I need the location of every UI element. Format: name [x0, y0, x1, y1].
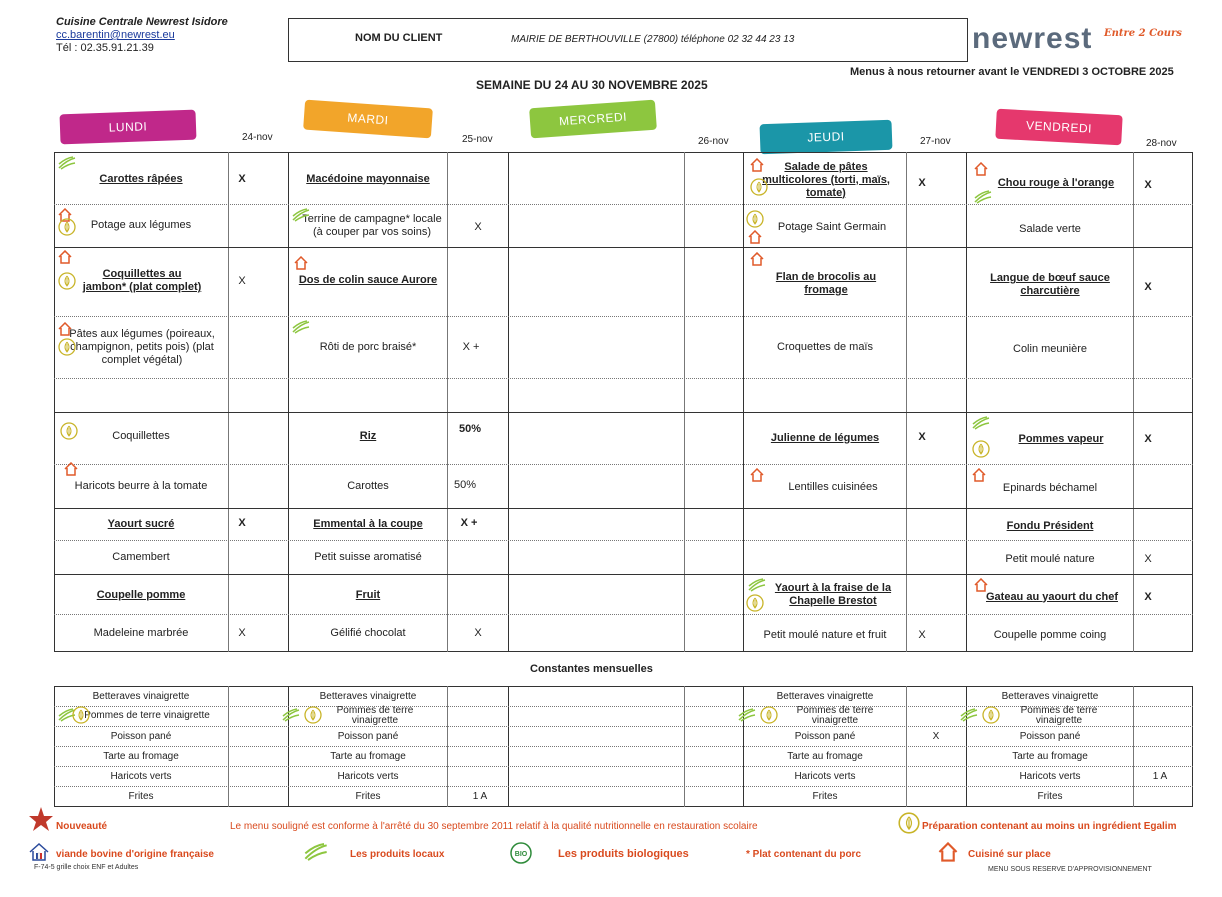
- mardi-garniture: Riz: [359, 429, 377, 442]
- house-icon: [974, 162, 988, 176]
- house-icon: [750, 252, 764, 266]
- local-product-icon: [748, 578, 766, 592]
- egalim-leaf-icon: [304, 706, 322, 724]
- const-jeudi-1: Betteraves vinaigrette: [776, 691, 874, 702]
- vendredi-garniture-mark: X: [1144, 433, 1152, 445]
- legend-porc: * Plat contenant du porc: [746, 849, 862, 860]
- newrest-logo: newrest: [972, 22, 1093, 55]
- const-lundi-1: Betteraves vinaigrette: [92, 691, 190, 702]
- egalim-leaf-icon: [750, 178, 768, 196]
- email-link[interactable]: cc.barentin@newrest.eu: [56, 29, 175, 41]
- jeudi-garniture-mark: X: [918, 431, 926, 443]
- vendredi-plat-alt: Colin meunière: [1013, 342, 1087, 355]
- date-lundi: 24-nov: [242, 132, 273, 143]
- entre-2-cours-logo: Entre 2 Cours: [1104, 28, 1182, 39]
- jeudi-entree-mark: X: [918, 177, 926, 189]
- vendredi-laitage-alt-mark: X: [1144, 553, 1152, 565]
- local-product-icon: [292, 208, 310, 222]
- day-tag-lundi: LUNDI: [60, 110, 197, 145]
- reserve-note: MENU SOUS RESERVE D'APPROVISIONNEMENT: [988, 866, 1152, 873]
- const-vendredi-1: Betteraves vinaigrette: [1001, 691, 1099, 702]
- date-mercredi: 26-nov: [698, 136, 729, 147]
- house-icon: [748, 230, 762, 244]
- company-name: Cuisine Centrale Newrest Isidore: [56, 16, 228, 28]
- mardi-garniture-mark: 50%: [458, 423, 482, 435]
- lundi-garniture: Coquillettes: [112, 429, 170, 442]
- lundi-plat-mark: X: [238, 275, 246, 287]
- egalim-leaf-icon: [982, 706, 1000, 724]
- lundi-dessert: Coupelle pomme: [96, 588, 186, 601]
- const-mardi-3: Poisson pané: [337, 731, 399, 742]
- mardi-laitage-mark: X +: [460, 517, 478, 529]
- vendredi-garniture-alt: Epinards béchamel: [1002, 481, 1098, 494]
- vendredi-dessert-mark: X: [1144, 591, 1152, 603]
- jeudi-entree-alt: Potage Saint Germain: [777, 220, 887, 233]
- lundi-plat: Coquillettes au jambon* (plat complet): [82, 268, 202, 293]
- mardi-entree-alt: Terrine de campagne* locale (à couper par vos soins): [302, 213, 442, 238]
- client-box: [288, 18, 968, 62]
- phone: Tél : 02.35.91.21.39: [56, 42, 154, 54]
- vendredi-dessert-alt: Coupelle pomme coing: [993, 628, 1107, 641]
- const-mardi-1: Betteraves vinaigrette: [319, 691, 417, 702]
- const-jeudi-6: Frites: [812, 791, 838, 802]
- const-mardi-6: Frites: [355, 791, 381, 802]
- day-tag-mardi: MARDI: [303, 100, 433, 139]
- bio-badge-text: BIO: [514, 851, 528, 858]
- house-icon: [750, 158, 764, 172]
- vendredi-garniture: Pommes vapeur: [1018, 432, 1104, 445]
- lundi-dessert-mark: X: [238, 627, 246, 639]
- legend-locaux: Les produits locaux: [350, 849, 445, 860]
- mardi-dessert-mark: X: [474, 627, 482, 639]
- vendredi-entree-alt: Salade verte: [1019, 222, 1081, 235]
- local-product-icon: [972, 416, 990, 430]
- vendredi-laitage-alt: Petit moulé nature: [1005, 552, 1095, 565]
- mardi-entree-alt-mark: X: [474, 221, 482, 233]
- house-icon: [58, 250, 72, 264]
- mardi-plat-alt-mark: X +: [462, 341, 480, 353]
- day-tag-mercredi: MERCREDI: [529, 100, 657, 139]
- const-vendredi-2: Pommes de terre vinaigrette: [1020, 705, 1098, 726]
- jeudi-dessert-alt: Petit moulé nature et fruit: [763, 628, 887, 641]
- vendredi-laitage: Fondu Président: [1006, 519, 1094, 532]
- vendredi-entree: Chou rouge à l'orange: [997, 176, 1115, 189]
- date-mardi: 25-nov: [462, 134, 493, 145]
- jeudi-plat-alt: Croquettes de maïs: [777, 340, 873, 353]
- french-beef-icon: [28, 842, 50, 862]
- local-product-icon: [282, 708, 300, 722]
- client-value: MAIRIE DE BERTHOUVILLE (27800) téléphone 02 32 44 23 13: [511, 34, 795, 45]
- kitchen-info: [56, 16, 228, 55]
- bio-icon: [510, 842, 532, 864]
- legend-egalim: Préparation contenant au moins un ingrédient Egalim: [922, 821, 1177, 832]
- date-jeudi: 27-nov: [920, 136, 951, 147]
- lundi-entree-mark: X: [238, 173, 246, 185]
- jeudi-dessert-mark: X: [918, 629, 926, 641]
- lundi-plat-alt: Pâtes aux légumes (poireaux, champignon, petits pois) (plat complet végétal): [69, 327, 215, 366]
- jeudi-garniture-alt: Lentilles cuisinées: [788, 480, 878, 493]
- const-jeudi-5: Haricots verts: [794, 771, 856, 782]
- lundi-entree: Carottes râpées: [99, 172, 183, 185]
- house-icon: [936, 842, 960, 862]
- const-mardi-2: Pommes de terre vinaigrette: [336, 705, 414, 726]
- week-title: SEMAINE DU 24 AU 30 NOVEMBRE 2025: [476, 78, 708, 92]
- egalim-leaf-icon: [58, 338, 76, 356]
- const-vendredi-haricots-mark: 1 A: [1152, 771, 1168, 782]
- lundi-dessert-alt: Madeleine marbrée: [93, 626, 189, 639]
- vendredi-entree-mark: X: [1144, 179, 1152, 191]
- egalim-leaf-icon: [58, 218, 76, 236]
- const-mardi-frites-mark: 1 A: [472, 791, 488, 802]
- house-icon: [294, 256, 308, 270]
- const-mardi-4: Tarte au fromage: [330, 751, 406, 762]
- const-lundi-5: Haricots verts: [110, 771, 172, 782]
- mardi-laitage: Emmental à la coupe: [313, 517, 423, 530]
- lundi-entree-alt: Potage aux légumes: [90, 218, 192, 231]
- deadline-note: Menus à nous retourner avant le VENDREDI 3 OCTOBRE 2025: [850, 66, 1174, 78]
- date-vendredi: 28-nov: [1146, 138, 1177, 149]
- day-tag-vendredi: VENDREDI: [995, 109, 1122, 146]
- mardi-garniture-alt: Carottes: [347, 479, 389, 492]
- egalim-leaf-icon: [898, 812, 920, 834]
- egalim-leaf-icon: [746, 210, 764, 228]
- egalim-leaf-icon: [760, 706, 778, 724]
- house-icon: [64, 462, 78, 476]
- egalim-leaf-icon: [58, 272, 76, 290]
- mardi-entree: Macédoine mayonnaise: [306, 172, 430, 185]
- house-icon: [750, 468, 764, 482]
- local-product-icon: [292, 320, 310, 334]
- const-vendredi-3: Poisson pané: [1019, 731, 1081, 742]
- house-icon: [974, 578, 988, 592]
- mardi-plat-alt: Rôti de porc braisé*: [319, 340, 417, 353]
- const-vendredi-4: Tarte au fromage: [1012, 751, 1088, 762]
- vendredi-dessert: Gateau au yaourt du chef: [985, 590, 1119, 603]
- const-lundi-2: Pommes de terre vinaigrette: [84, 710, 210, 721]
- const-lundi-4: Tarte au fromage: [103, 751, 179, 762]
- local-product-icon: [974, 190, 992, 204]
- day-tag-jeudi: JEUDI: [760, 120, 893, 155]
- constantes-title: Constantes mensuelles: [530, 663, 653, 675]
- const-jeudi-poisson-mark: X: [932, 731, 940, 742]
- local-product-icon: [304, 842, 328, 862]
- egalim-leaf-icon: [746, 594, 764, 612]
- form-ref: F-74-5 grille choix ENF et Adultes: [34, 864, 139, 871]
- egalim-leaf-icon: [60, 422, 78, 440]
- lundi-laitage: Yaourt sucré: [107, 517, 175, 530]
- legend-bio: Les produits biologiques: [558, 848, 689, 860]
- house-icon: [972, 468, 986, 482]
- mardi-laitage-alt: Petit suisse aromatisé: [314, 550, 422, 563]
- vendredi-plat: Langue de bœuf sauce charcutière: [990, 272, 1110, 297]
- local-product-icon: [58, 156, 76, 170]
- const-jeudi-4: Tarte au fromage: [787, 751, 863, 762]
- lundi-laitage-mark: X: [238, 517, 246, 529]
- jeudi-garniture: Julienne de légumes: [770, 431, 880, 444]
- jeudi-entree: Salade de pâtes multicolores (torti, maïs, tomate): [762, 160, 890, 199]
- const-vendredi-6: Frites: [1037, 791, 1063, 802]
- mardi-garniture-alt-mark: 50%: [453, 479, 477, 491]
- lundi-garniture-alt: Haricots beurre à la tomate: [74, 479, 208, 492]
- jeudi-dessert: Yaourt à la fraise de la Chapelle Brestot: [774, 582, 892, 607]
- egalim-leaf-icon: [72, 706, 90, 724]
- legend-nouveaute: Nouveauté: [56, 821, 108, 832]
- jeudi-plat: Flan de brocolis au fromage: [775, 271, 877, 296]
- legend-bovine: viande bovine d'origine française: [56, 849, 214, 860]
- const-mardi-5: Haricots verts: [337, 771, 399, 782]
- egalim-leaf-icon: [972, 440, 990, 458]
- star-icon: [28, 806, 54, 832]
- vendredi-plat-mark: X: [1144, 281, 1152, 293]
- lundi-laitage-alt: Camembert: [112, 550, 170, 563]
- mardi-dessert-alt: Gélifié chocolat: [330, 626, 406, 639]
- const-vendredi-5: Haricots verts: [1019, 771, 1081, 782]
- const-jeudi-2: Pommes de terre vinaigrette: [796, 705, 874, 726]
- mardi-plat: Dos de colin sauce Aurore: [298, 273, 438, 286]
- client-label: NOM DU CLIENT: [355, 32, 443, 44]
- const-lundi-3: Poisson pané: [110, 731, 172, 742]
- local-product-icon: [960, 708, 978, 722]
- legend-arrete: Le menu souligné est conforme à l'arrêté du 30 septembre 2011 relatif à la qualité nutritionnelle en restauration scolaire: [230, 821, 758, 832]
- house-icon: [58, 322, 72, 336]
- local-product-icon: [738, 708, 756, 722]
- const-lundi-6: Frites: [128, 791, 154, 802]
- legend-cuisine: Cuisiné sur place: [968, 849, 1051, 860]
- mardi-dessert: Fruit: [355, 588, 381, 601]
- const-jeudi-3: Poisson pané: [794, 731, 856, 742]
